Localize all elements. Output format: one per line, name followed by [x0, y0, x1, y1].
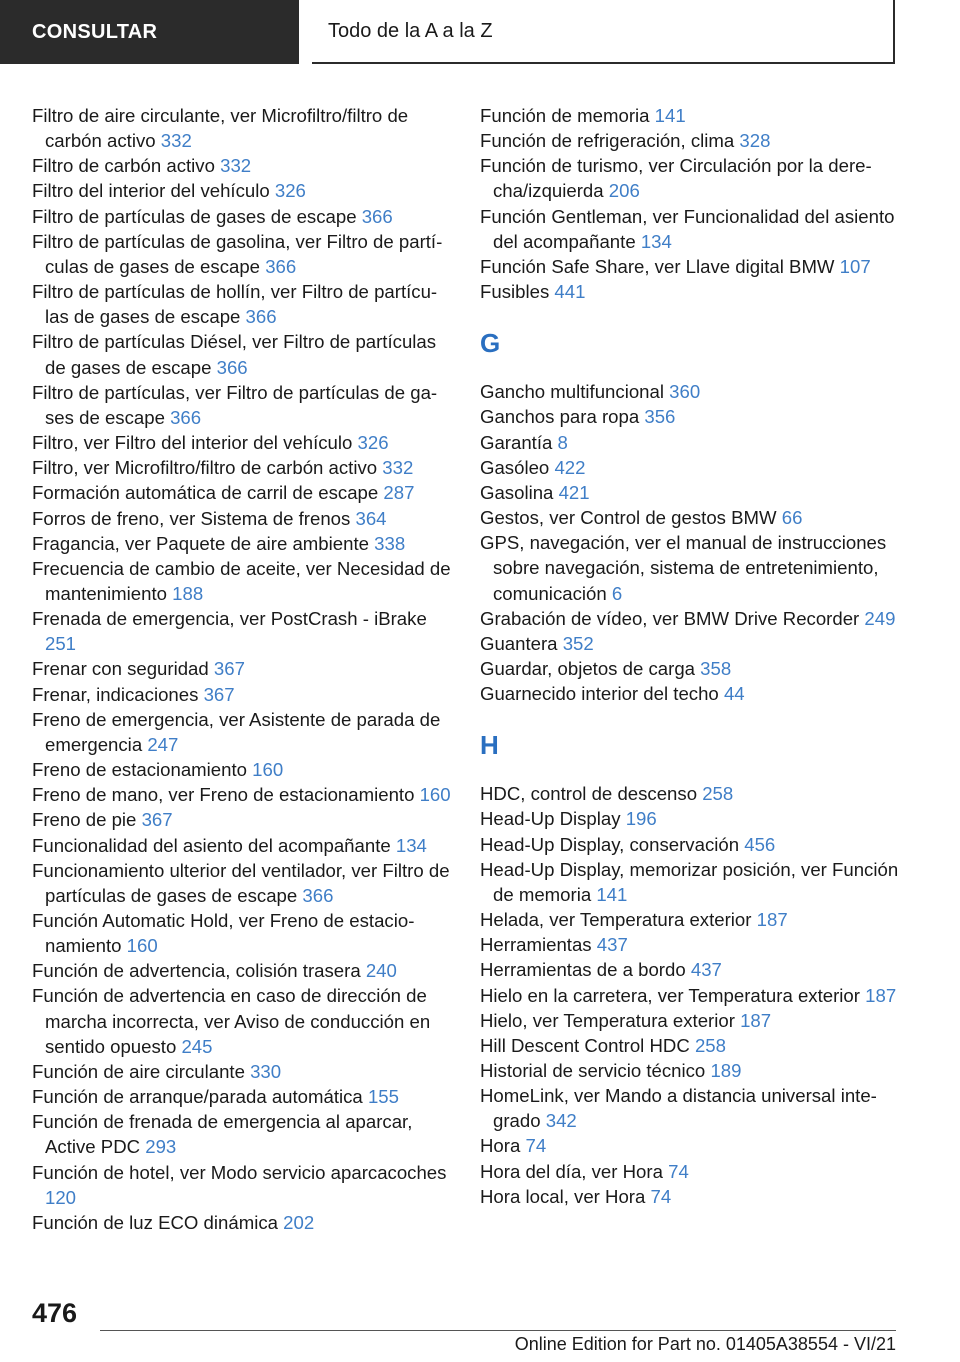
index-letter-heading: H	[480, 730, 499, 761]
index-entry	[480, 1159, 900, 1184]
index-page-link[interactable]: 187	[740, 1009, 772, 1031]
index-entry-term: Función de refrigeración, clima	[480, 130, 735, 152]
index-entry	[32, 1059, 452, 1084]
index-entry-term: Funcionamiento ulterior del ventilador, ver Filtro de partículas de gases de escape	[32, 859, 450, 906]
index-entry	[32, 958, 452, 983]
index-entry	[480, 480, 900, 505]
index-entry	[480, 907, 900, 932]
index-entry-term: Gasóleo	[480, 456, 550, 478]
index-entry	[32, 1160, 452, 1210]
index-entry-term: Fragancia, ver Paquete de aire ambiente	[32, 532, 369, 554]
index-entry-term: Frenada de emergencia, ver PostCrash - iBrake	[32, 608, 427, 630]
index-entry	[480, 204, 900, 254]
index-entry	[32, 682, 452, 707]
index-entry	[480, 379, 900, 404]
index-entry	[480, 103, 900, 128]
index-entry	[480, 983, 900, 1008]
index-entry	[480, 606, 900, 631]
index-entry-term: Head-Up Display, conservación	[480, 833, 740, 855]
index-page-link[interactable]: 187	[865, 984, 897, 1006]
index-entry	[480, 279, 900, 304]
index-entry	[480, 430, 900, 455]
index-page-link[interactable]: 456	[744, 833, 776, 855]
page-number: 476	[32, 1298, 78, 1328]
index-entry-term: Hielo en la carretera, ver Temperatura exterior	[480, 984, 860, 1006]
index-entry	[32, 833, 452, 858]
index-entry	[480, 631, 900, 656]
index-page-link[interactable]: 187	[756, 909, 788, 931]
index-page-link[interactable]: 332	[220, 155, 252, 177]
index-entry	[32, 204, 452, 229]
index-entry	[480, 656, 900, 681]
index-page-link[interactable]: 367	[213, 658, 245, 680]
index-entry	[480, 832, 900, 857]
index-page-link[interactable]: 8	[557, 431, 568, 453]
index-entry-term: Frecuencia de cambio de aceite, ver Necesidad de mantenimiento	[32, 557, 451, 604]
index-page-link[interactable]: 342	[545, 1110, 577, 1132]
index-page-link[interactable]: 287	[383, 482, 415, 504]
index-page-link[interactable]: 134	[640, 230, 672, 252]
index-entry-term: Filtro, ver Filtro del interior del vehículo	[32, 432, 353, 454]
index-entry-term: Ganchos para ropa	[480, 406, 640, 428]
index-entry	[32, 1210, 452, 1235]
index-page-link[interactable]: 6	[611, 582, 623, 604]
index-page-link[interactable]: 366	[361, 205, 393, 227]
section-tab[interactable]: CONSULTAR	[0, 0, 299, 64]
index-entry	[32, 606, 452, 656]
index-entry	[32, 506, 452, 531]
index-page-link[interactable]: 364	[355, 507, 387, 529]
index-entry	[32, 430, 452, 455]
index-entry-term: Herramientas	[480, 934, 592, 956]
index-entry-term: Funcionalidad del asiento del acompañante	[32, 834, 391, 856]
index-entry	[32, 707, 452, 757]
index-entry-term: Filtro de partículas, ver Filtro de partículas de gases de escape	[32, 381, 438, 428]
index-entry-term: Gestos, ver Control de gestos BMW	[480, 507, 777, 529]
index-page-link[interactable]: 206	[608, 180, 640, 202]
index-page-link[interactable]: 366	[216, 356, 248, 378]
index-page-link[interactable]: 422	[554, 456, 586, 478]
index-column-right	[480, 103, 900, 1209]
index-entry-term: Filtro de partículas de gases de escape	[32, 205, 357, 227]
index-entry-term: Función de aire circulante	[32, 1060, 245, 1082]
index-page-link[interactable]: 196	[625, 808, 657, 830]
index-page-link[interactable]: 338	[374, 532, 406, 554]
index-entry-term: Función de arranque/parada automática	[32, 1086, 363, 1108]
index-page-link[interactable]: 326	[274, 180, 306, 202]
index-page-link[interactable]: 160	[252, 759, 284, 781]
index-page-link[interactable]: 141	[654, 105, 686, 126]
index-page-link[interactable]: 188	[172, 582, 204, 604]
index-page-link[interactable]: 160	[126, 935, 158, 957]
index-entry-term: Forros de freno, ver Sistema de frenos	[32, 507, 351, 529]
index-entry	[480, 681, 900, 706]
index-entry-term: Filtro de aire circulante, ver Microfiltro/filtro de carbón activo	[32, 105, 409, 152]
index-page-link[interactable]: 107	[839, 255, 871, 277]
index-entry-term: Grabación de vídeo, ver BMW Drive Recorder	[480, 607, 860, 629]
index-entry	[480, 781, 900, 806]
index-entry-term: Guardar, objetos de carga	[480, 657, 695, 679]
index-page-link[interactable]: 247	[147, 733, 179, 755]
index-entry	[32, 858, 452, 908]
index-entry	[32, 757, 452, 782]
index-entry	[32, 1084, 452, 1109]
index-entry-term: Función de advertencia en caso de dirección de marcha incorrecta, ver Aviso de conducción en sentido opuesto	[32, 985, 431, 1057]
index-page-link[interactable]: 240	[365, 960, 397, 982]
index-entry	[32, 229, 452, 279]
index-entry-term: Gancho multifuncional	[480, 381, 664, 403]
index-entry	[480, 404, 900, 429]
index-entry-term: Gasolina	[480, 481, 554, 503]
index-entry	[32, 178, 452, 203]
index-page-link[interactable]: 74	[525, 1135, 547, 1157]
index-entry-term: Head-Up Display, memorizar posición, ver Función de memoria	[480, 858, 899, 905]
footer-divider	[100, 1330, 896, 1331]
index-entry	[480, 254, 900, 279]
index-entry-term: Frenar, indicaciones	[32, 683, 199, 705]
index-entry-term: Función de memoria	[480, 105, 650, 126]
index-page-link[interactable]: 258	[694, 1034, 726, 1056]
index-page-link[interactable]: 141	[596, 883, 628, 905]
index-page-link[interactable]: 328	[739, 130, 771, 152]
page-header	[0, 0, 960, 66]
index-entry	[480, 505, 900, 530]
index-page-link[interactable]: 360	[669, 381, 701, 403]
index-entry-term: Función Gentleman, ver Funcionalidad del asiento del acompañante	[480, 205, 895, 252]
index-entry-term: Frenar con seguridad	[32, 658, 209, 680]
index-entry-term: Función de hotel, ver Modo servicio aparcacoches	[32, 1161, 447, 1183]
index-page-link[interactable]: 249	[864, 607, 896, 629]
index-page-link[interactable]: 66	[781, 507, 803, 529]
index-entry	[480, 1083, 900, 1133]
index-entry	[32, 380, 452, 430]
index-page-link[interactable]: 366	[245, 306, 277, 328]
index-entry	[32, 153, 452, 178]
index-entry-term: Función de luz ECO dinámica	[32, 1211, 278, 1233]
index-page-link[interactable]: 74	[668, 1160, 689, 1182]
index-page-link[interactable]: 120	[45, 1186, 77, 1208]
index-entry-term: Función Safe Share, ver Llave digital BMW	[480, 255, 835, 277]
index-letter-heading: G	[480, 328, 501, 359]
index-entry	[480, 957, 900, 982]
index-page-link[interactable]: 189	[710, 1060, 742, 1081]
index-entry-term: Guantera	[480, 632, 558, 654]
index-entry	[480, 1133, 900, 1158]
index-entry-term: Función de frenada de emergencia al aparcar, Active PDC	[32, 1111, 413, 1158]
index-entry-term: Freno de emergencia, ver Asistente de parada de emergencia	[32, 708, 441, 755]
index-entry	[32, 656, 452, 681]
index-entry-term: Freno de mano, ver Freno de estacionamiento	[32, 784, 415, 806]
index-entry-term: Fusibles	[480, 281, 550, 303]
index-entry	[32, 480, 452, 505]
index-page-link[interactable]: 366	[170, 406, 202, 428]
index-entry-term: Hora	[480, 1135, 521, 1157]
index-entry	[480, 455, 900, 480]
index-page-link[interactable]: 74	[650, 1185, 672, 1207]
index-entry-term: HDC, control de descenso	[480, 783, 698, 805]
index-entry	[480, 1008, 900, 1033]
index-entry	[32, 455, 452, 480]
index-entry-term: Formación automática de carril de escape	[32, 482, 379, 504]
index-page-link[interactable]: 332	[160, 130, 192, 152]
index-page-link[interactable]: 155	[367, 1086, 399, 1108]
index-entry	[480, 932, 900, 957]
index-entry-term: Helada, ver Temperatura exterior	[480, 909, 752, 931]
index-page-link[interactable]: 441	[554, 281, 586, 303]
index-entry-term: Filtro, ver Microfiltro/filtro de carbón activo	[32, 457, 378, 479]
index-entry	[480, 1184, 900, 1209]
index-entry	[480, 1058, 900, 1083]
index-entry-term: Filtro de partículas de gasolina, ver Filtro de partículas de gases de escape	[32, 230, 443, 277]
index-page-link[interactable]: 358	[700, 657, 732, 679]
index-page-link[interactable]: 352	[562, 632, 594, 654]
index-entry	[32, 782, 452, 807]
index-entry-term: Filtro de partículas Diésel, ver Filtro de partículas de gases de escape	[32, 331, 437, 378]
index-entry	[32, 908, 452, 958]
index-entry-term: Hora del día, ver Hora	[480, 1160, 663, 1182]
index-entry	[32, 556, 452, 606]
index-entry	[480, 857, 900, 907]
index-entry	[480, 128, 900, 153]
index-entry-term: Hielo, ver Temperatura exterior	[480, 1009, 735, 1031]
index-page-link[interactable]: 326	[357, 432, 389, 454]
chapter-title: Todo de la A a la Z	[312, 0, 895, 64]
index-page-link[interactable]: 258	[702, 783, 734, 805]
index-page-link[interactable]: 332	[382, 457, 414, 479]
index-page-link[interactable]: 366	[265, 255, 297, 277]
index-page-link[interactable]: 251	[45, 633, 77, 655]
index-entry	[32, 279, 452, 329]
index-entry-term: Garantía	[480, 431, 553, 453]
index-entry	[480, 1033, 900, 1058]
index-page-link[interactable]: 330	[250, 1060, 282, 1082]
index-page-link[interactable]: 160	[419, 784, 451, 806]
index-entry-term: Hora local, ver Hora	[480, 1185, 646, 1207]
index-page-link[interactable]: 367	[141, 809, 173, 831]
index-page-link[interactable]: 293	[145, 1136, 177, 1158]
index-entry-term: Historial de servicio técnico	[480, 1060, 706, 1081]
index-entry-term: Función Automatic Hold, ver Freno de estacionamiento	[32, 910, 415, 957]
index-entry-term: Herramientas de a bordo	[480, 959, 686, 981]
index-page-link[interactable]: 366	[302, 884, 334, 906]
index-entry	[480, 153, 900, 203]
index-page-link[interactable]: 367	[203, 683, 235, 705]
index-entry	[32, 103, 452, 153]
index-page-link[interactable]: 245	[181, 1035, 213, 1057]
index-entry-term: Filtro de carbón activo	[32, 155, 215, 177]
index-page-link[interactable]: 202	[283, 1211, 315, 1233]
index-entry	[32, 807, 452, 832]
index-entry-term: GPS, navegación, ver el manual de instrucciones sobre navegación, sistema de entretenimiento, comunicación	[480, 532, 887, 604]
index-entry-term: Filtro del interior del vehículo	[32, 180, 270, 202]
index-column-left	[32, 103, 452, 1235]
index-entry	[32, 329, 452, 379]
index-page-link[interactable]: 437	[690, 959, 722, 981]
index-entry	[32, 983, 452, 1058]
index-page-link[interactable]: 356	[644, 406, 676, 428]
index-entry-term: Guarnecido interior del techo	[480, 683, 719, 705]
index-entry-term: HomeLink, ver Mando a distancia universal integrado	[480, 1085, 877, 1132]
index-entry	[480, 530, 900, 605]
index-entry-term: Hill Descent Control HDC	[480, 1034, 690, 1056]
index-entry	[480, 806, 900, 831]
index-entry	[32, 1109, 452, 1159]
index-entry-term: Freno de pie	[32, 809, 137, 831]
index-entry-term: Head-Up Display	[480, 808, 621, 830]
index-entry-term: Función de advertencia, colisión trasera	[32, 960, 361, 982]
index-page-link[interactable]: 421	[558, 481, 590, 503]
index-entry-term: Filtro de partículas de hollín, ver Filtro de partículas de gases de escape	[32, 281, 438, 328]
index-page-link[interactable]: 134	[395, 834, 427, 856]
index-entry	[32, 531, 452, 556]
index-page-link[interactable]: 437	[596, 934, 628, 956]
index-entry-term: Freno de estacionamiento	[32, 759, 247, 781]
index-page-link[interactable]: 44	[723, 683, 745, 705]
footer-edition: Online Edition for Part no. 01405A38554 - VI/21	[514, 1334, 896, 1354]
index-entry-term: Función de turismo, ver Circulación por la derecha/izquierda	[480, 155, 872, 202]
